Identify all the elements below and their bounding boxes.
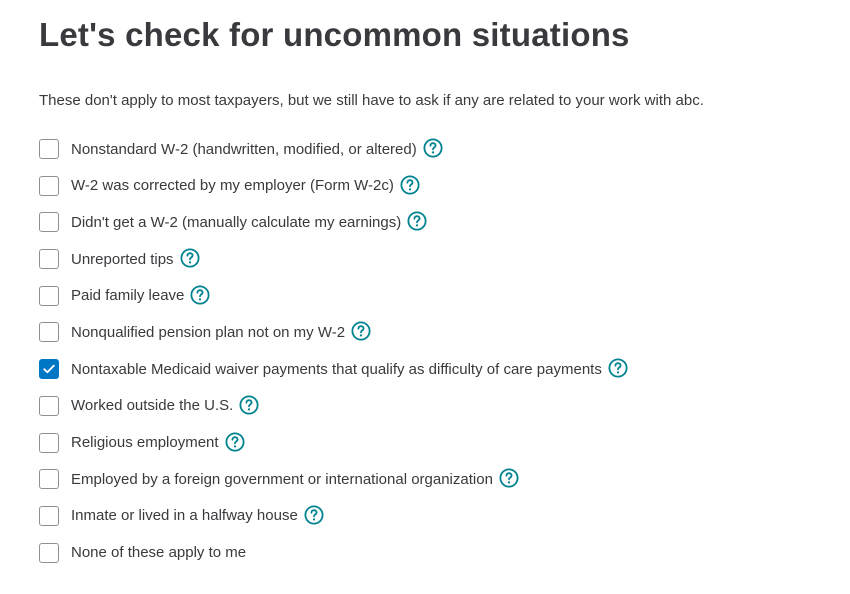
option-row-7	[39, 358, 628, 395]
option-row-6	[39, 321, 628, 358]
option-text: Religious employment	[71, 434, 219, 451]
option-label[interactable]	[39, 358, 602, 380]
checkbox-6[interactable]	[39, 322, 59, 342]
option-text: Didn't get a W-2 (manually calculate my earnings)	[71, 213, 402, 231]
help-icon[interactable]	[400, 175, 420, 195]
option-row-5	[39, 285, 628, 322]
option-row-11	[39, 505, 628, 542]
checkbox-5[interactable]	[39, 286, 59, 306]
checkbox-3[interactable]	[39, 212, 59, 232]
help-icon[interactable]	[351, 321, 371, 341]
help-icon[interactable]	[239, 395, 259, 415]
checkbox-11[interactable]	[39, 506, 59, 526]
checkbox-4[interactable]	[39, 249, 59, 269]
checkbox-12[interactable]	[39, 543, 59, 563]
option-label[interactable]	[39, 505, 298, 527]
option-row-8	[39, 395, 628, 432]
help-icon[interactable]	[304, 505, 324, 525]
option-row-12	[39, 542, 628, 579]
option-text: Unreported tips	[71, 250, 174, 268]
option-label[interactable]	[39, 138, 417, 160]
option-text: Paid family leave	[71, 287, 185, 305]
checkbox-1[interactable]	[39, 139, 59, 159]
option-text: None of these apply to me	[71, 544, 247, 562]
help-icon[interactable]	[499, 468, 519, 488]
help-icon[interactable]	[423, 138, 443, 158]
option-text: Nontaxable Medicaid waiver payments that qualify as difficulty of care payments	[71, 360, 602, 378]
option-row-3	[39, 211, 628, 248]
option-text: Inmate or lived in a halfway house	[71, 507, 298, 525]
options-list	[39, 138, 628, 578]
option-label[interactable]	[39, 175, 394, 197]
help-icon[interactable]	[190, 285, 210, 305]
option-label[interactable]	[39, 211, 401, 233]
option-label[interactable]	[39, 321, 345, 343]
checkbox-7[interactable]	[39, 359, 59, 379]
option-label[interactable]	[39, 285, 184, 307]
option-row-10	[39, 468, 628, 505]
page-title: Let's check for uncommon situations	[39, 16, 630, 53]
option-row-4	[39, 248, 628, 285]
option-label[interactable]	[39, 395, 233, 417]
option-row-2	[39, 175, 628, 212]
option-text: Nonstandard W-2 (handwritten, modified, or altered)	[71, 140, 417, 158]
option-label[interactable]	[39, 542, 246, 564]
checkmark-icon	[43, 364, 55, 374]
checkbox-8[interactable]	[39, 396, 59, 416]
page-subtitle: These don't apply to most taxpayers, but we still have to ask if any are related to your work with abc.	[39, 92, 704, 109]
option-label[interactable]	[39, 432, 219, 454]
help-icon[interactable]	[225, 432, 245, 452]
checkbox-2[interactable]	[39, 176, 59, 196]
option-row-1	[39, 138, 628, 175]
option-text: W-2 was corrected by my employer (Form W-2c)	[71, 177, 394, 195]
checkbox-9[interactable]	[39, 433, 59, 453]
option-text: Employed by a foreign government or international organization	[71, 470, 493, 488]
help-icon[interactable]	[608, 358, 628, 378]
option-row-9	[39, 432, 628, 469]
option-text: Worked outside the U.S.	[71, 397, 234, 415]
option-text: Nonqualified pension plan not on my W-2	[71, 323, 346, 341]
checkbox-10[interactable]	[39, 469, 59, 489]
help-icon[interactable]	[180, 248, 200, 268]
option-label[interactable]	[39, 248, 174, 270]
option-label[interactable]	[39, 468, 493, 490]
help-icon[interactable]	[407, 211, 427, 231]
